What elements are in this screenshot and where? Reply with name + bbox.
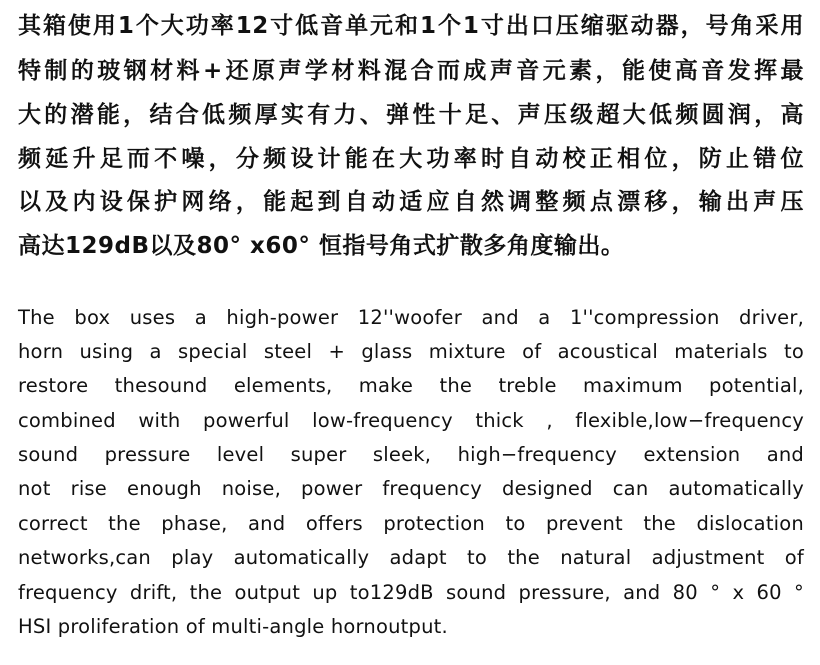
english-line-8: networks,can play automatically adapt to the natural adjustment of bbox=[18, 546, 804, 569]
chinese-line-6: 高达129dB以及80° x60° 恒指号角式扩散多角度输出。 bbox=[18, 233, 625, 259]
english-line-5: sound pressure level super sleek, high−frequency extension and bbox=[18, 443, 804, 466]
chinese-line-4: 频延升足而不噪，分频设计能在大功率时自动校正相位，防止错位 bbox=[18, 146, 804, 172]
chinese-line-2: 特制的玻钢材料+还原声学材料混合而成声音元素，能使高音发挥最 bbox=[18, 58, 804, 84]
english-line-3: restore thesound elements, make the treble maximum potential, bbox=[18, 374, 804, 397]
chinese-line-5: 以及内设保护网络，能起到自动适应自然调整频点漂移，输出声压 bbox=[18, 189, 804, 215]
english-line-7: correct the phase, and offers protection to prevent the dislocation bbox=[18, 512, 804, 535]
english-line-1: The box uses a high-power 12''woofer and a 1''compression driver, bbox=[18, 306, 804, 329]
chinese-line-3: 大的潜能，结合低频厚实有力、弹性十足、声压级超大低频圆润，高 bbox=[18, 102, 804, 128]
english-line-9: frequency drift, the output up to129dB sound pressure, and 80 ° x 60 ° bbox=[18, 581, 804, 604]
english-line-4: combined with powerful low-frequency thick , flexible,low−frequency bbox=[18, 409, 804, 432]
english-line-10: HSI proliferation of multi-angle hornoutput. bbox=[18, 615, 448, 638]
english-line-2: horn using a special steel + glass mixture of acoustical materials to bbox=[18, 340, 804, 363]
english-line-6: not rise enough noise, power frequency designed can automatically bbox=[18, 477, 804, 500]
chinese-line-1: 其箱使用1个大功率12寸低音单元和1个1寸出口压缩驱动器，号角采用 bbox=[18, 13, 804, 39]
